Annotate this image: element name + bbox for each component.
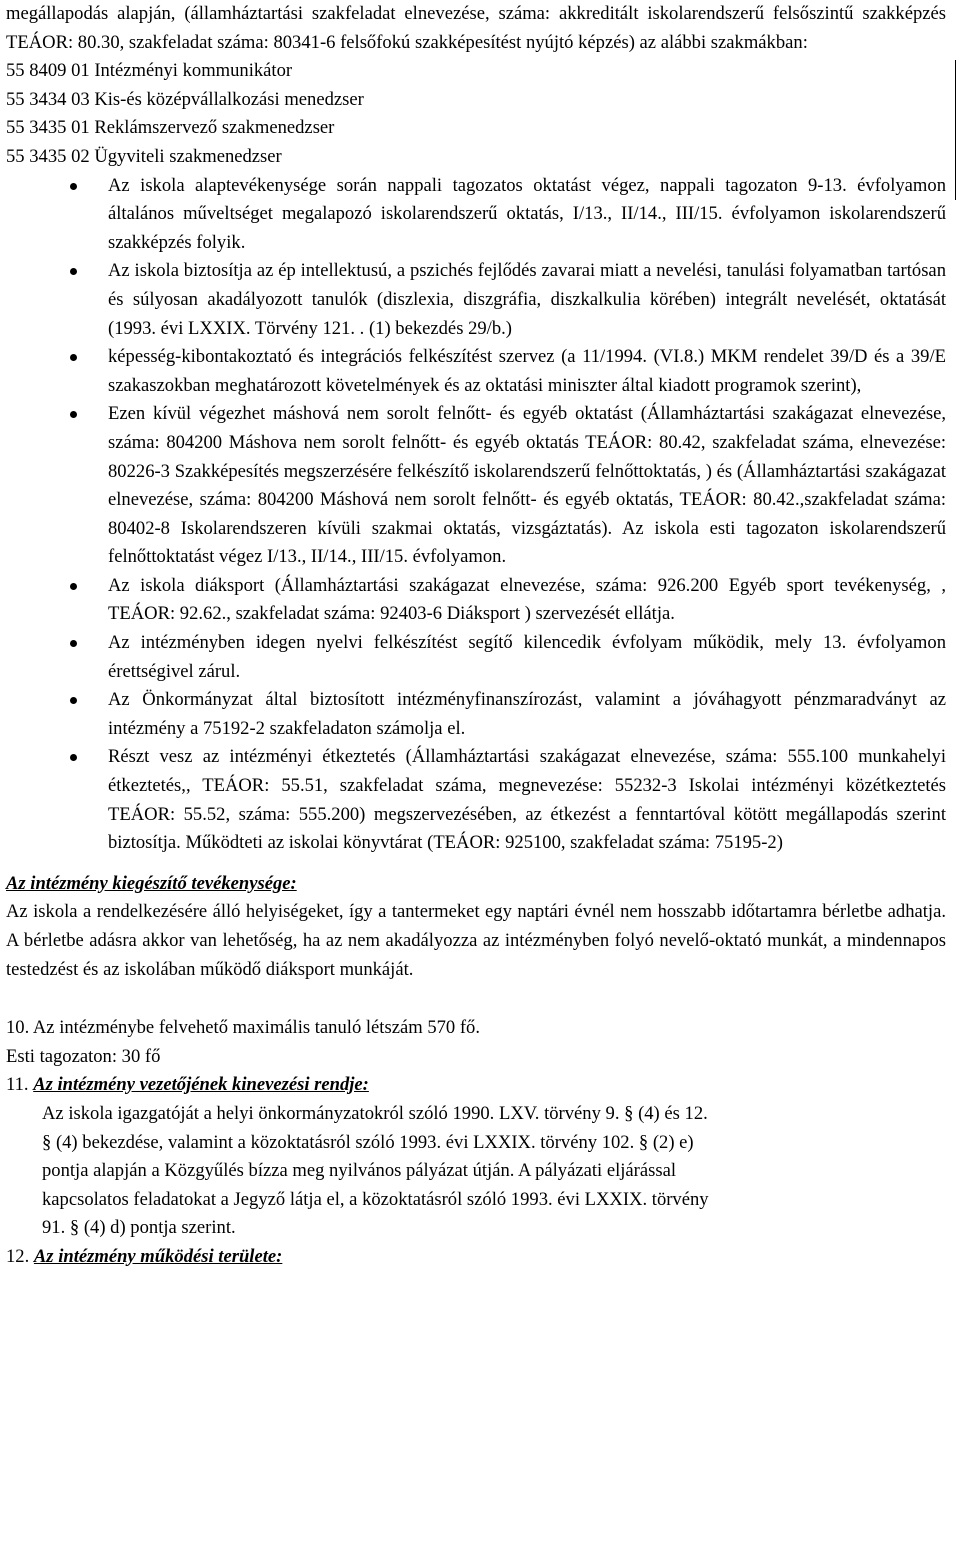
bullet-dot-icon xyxy=(70,754,77,761)
evening-students-line: Esti tagozaton: 30 fő xyxy=(6,1045,161,1067)
bullet-text: Ezen kívül végezhet máshová nem sorolt felnőtt- és egyéb oktatást (Államháztartási szakágazat elnevezése, száma: 804200 Máshova nem sorolt felnőtt- és egyéb oktatás TEÁOR: 80.42, szakfeladat száma, elnevezése: 80226-3 Szakképesítés megszerzésére felkészítő iskolarendszerű felnőttoktatás, ) és (Államháztartási szakágazat elnevezése, száma: 804200 Máshová nem sorolt felnőtt- és egyéb oktatás, TEÁOR: 80.42.,szakfeladat száma: 80402-8 Iskolarendszeren kívüli szakmai oktatás, vizsgáztatás). Az iskola esti tagozaton iskolarendszerű felnőttoktatást végez I/13., II/14., III/15. évfolyamon. xyxy=(108,403,946,568)
bullet-text: képesség-kibontakoztató és integrációs felkészítést szervez (a 11/1994. (VI.8.) MKM rendelet 39/D és a 39/E szakaszokban meghatározott követelmények és az oktatási miniszter által kiadott programok szerint), xyxy=(108,346,946,396)
specialty-line: 55 3434 03 Kis-és középvállalkozási menedzser xyxy=(6,88,364,110)
section-heading: Az intézmény vezetőjének kinevezési rendje: xyxy=(33,1074,369,1096)
bullet-item xyxy=(108,172,946,258)
supplementary-paragraph: Az iskola a rendelkezésére álló helyiségeket, így a tantermeket egy naptári évnél nem hosszabb időtartamra bérletbe adhatja. A bérletbe adásra akkor van lehetőség, ha az nem akadályozza az intézményben folyó nevelő-oktató munkát, a mindennapos testedzést és az iskolában működő diáksport munkáját. xyxy=(6,901,946,980)
section-number: 12. xyxy=(6,1245,30,1267)
bullet-text: Az Önkormányzat által biztosított intézményfinanszírozást, valamint a jóváhagyott pénzmaradványt az intézmény a 75192-2 szakfeladaton számolja el. xyxy=(108,689,946,739)
section-11-title xyxy=(6,1071,946,1100)
specialty-line: 55 3435 01 Reklámszervező szakmenedzser xyxy=(6,117,335,139)
bullet-item xyxy=(108,743,946,857)
appointment-line: kapcsolatos feladatokat a Jegyző látja el, a közoktatásról szóló 1993. évi LXXIX. törvény xyxy=(42,1188,709,1210)
appointment-line: pontja alapján a Közgyűlés bízza meg nyilvános pályázat útján. A pályázati eljárással xyxy=(42,1160,677,1182)
bullet-dot-icon xyxy=(70,183,77,190)
bullet-text: Az iskola diáksport (Államháztartási szakágazat elnevezése, száma: 926.200 Egyéb sport tevékenység, , TEÁOR: 92.62., szakfeladat száma: 92403-6 Diáksport ) szervezését ellátja. xyxy=(108,574,946,625)
appointment-line: § (4) bekezdése, valamint a közoktatásról szóló 1993. évi LXXIX. törvény 102. § (2) e) xyxy=(42,1131,694,1153)
bullet-dot-icon xyxy=(70,697,77,704)
specialty-line: 55 3435 02 Ügyviteli szakmenedzser xyxy=(6,145,282,167)
bullet-item xyxy=(108,343,946,400)
intro-paragraph: megállapodás alapján, (államháztartási szakfeladat elnevezése, száma: akkreditált iskolarendszerű felsőszintű szakképzés TEÁOR: 80.30, szakfeladat száma: 80341-6 felsőfokú szakképesítést nyújtó képzés) az alábbi szakmákban: xyxy=(6,3,946,53)
bullet-item xyxy=(108,257,946,343)
bullet-dot-icon xyxy=(70,354,77,361)
bullet-text: Az iskola alaptevékenysége során nappali tagozatos oktatást végez, nappali tagozaton 9-13. évfolyamon általános műveltséget megalapozó iskolarendszerű oktatás, I/13., II/14., III/15. évfolyamon iskolarendszerű szakképzés folyik. xyxy=(108,174,946,253)
max-students-line: 10. Az intézménybe felvehető maximális tanuló létszám 570 fő. xyxy=(6,1017,481,1039)
bullet-item xyxy=(108,629,946,686)
section-heading: Az intézmény működési területe: xyxy=(33,1245,283,1267)
bullet-item xyxy=(108,400,946,572)
section-number: 11. xyxy=(6,1074,29,1096)
appointment-rules-block xyxy=(6,1100,942,1243)
bullet-dot-icon xyxy=(70,268,77,275)
document-page xyxy=(6,0,946,1272)
supplementary-heading: Az intézmény kiegészítő tevékenysége: xyxy=(6,872,297,894)
section-12-title xyxy=(6,1243,946,1272)
bullet-item xyxy=(108,572,946,629)
appointment-line: Az iskola igazgatóját a helyi önkormányzatokról szóló 1990. LXV. törvény 9. § (4) és 12. xyxy=(42,1102,708,1124)
bullet-text: Az intézményben idegen nyelvi felkészítést segítő kilencedik évfolyam működik, mely 13. évfolyamon érettségivel zárul. xyxy=(108,632,946,682)
bullet-dot-icon xyxy=(70,411,77,418)
bullet-text: Részt vesz az intézményi étkeztetés (Államháztartási szakágazat elnevezése, száma: 555.100 munkahelyi étkeztetés,, TEÁOR: 55.51, szakfeladat száma, megnevezése: 55232-3 Iskolai intézményi közétkeztetés TEÁOR: 55.52, száma: 555.200) megszervezésében, az étkezést a fenntartóval kötött megállapodás szerint biztosítja. Működteti az iskolai könyvtárat (TEÁOR: 925100, szakfeladat száma: 75195-2) xyxy=(108,746,946,854)
intro-section xyxy=(6,0,946,172)
bullet-dot-icon xyxy=(70,640,77,647)
appointment-line: 91. § (4) d) pontja szerint. xyxy=(42,1217,236,1239)
bullet-dot-icon xyxy=(70,583,77,590)
specialty-line: 55 8409 01 Intézményi kommunikátor xyxy=(6,60,293,82)
activity-bullet-list xyxy=(6,172,946,858)
spacer xyxy=(6,984,946,1014)
bullet-item xyxy=(108,686,946,743)
margin-rule xyxy=(955,60,956,200)
bullet-text: Az iskola biztosítja az ép intellektusú, a pszichés fejlődés zavarai miatt a nevelési, tanulási folyamatban tartósan és súlyosan akadályozott tanulók (diszlexia, diszgráfia, diszkalkulia körében) integrált nevelését, oktatását (1993. évi LXXIX. Törvény 121. . (1) bekezdés 29/b.) xyxy=(108,260,946,339)
